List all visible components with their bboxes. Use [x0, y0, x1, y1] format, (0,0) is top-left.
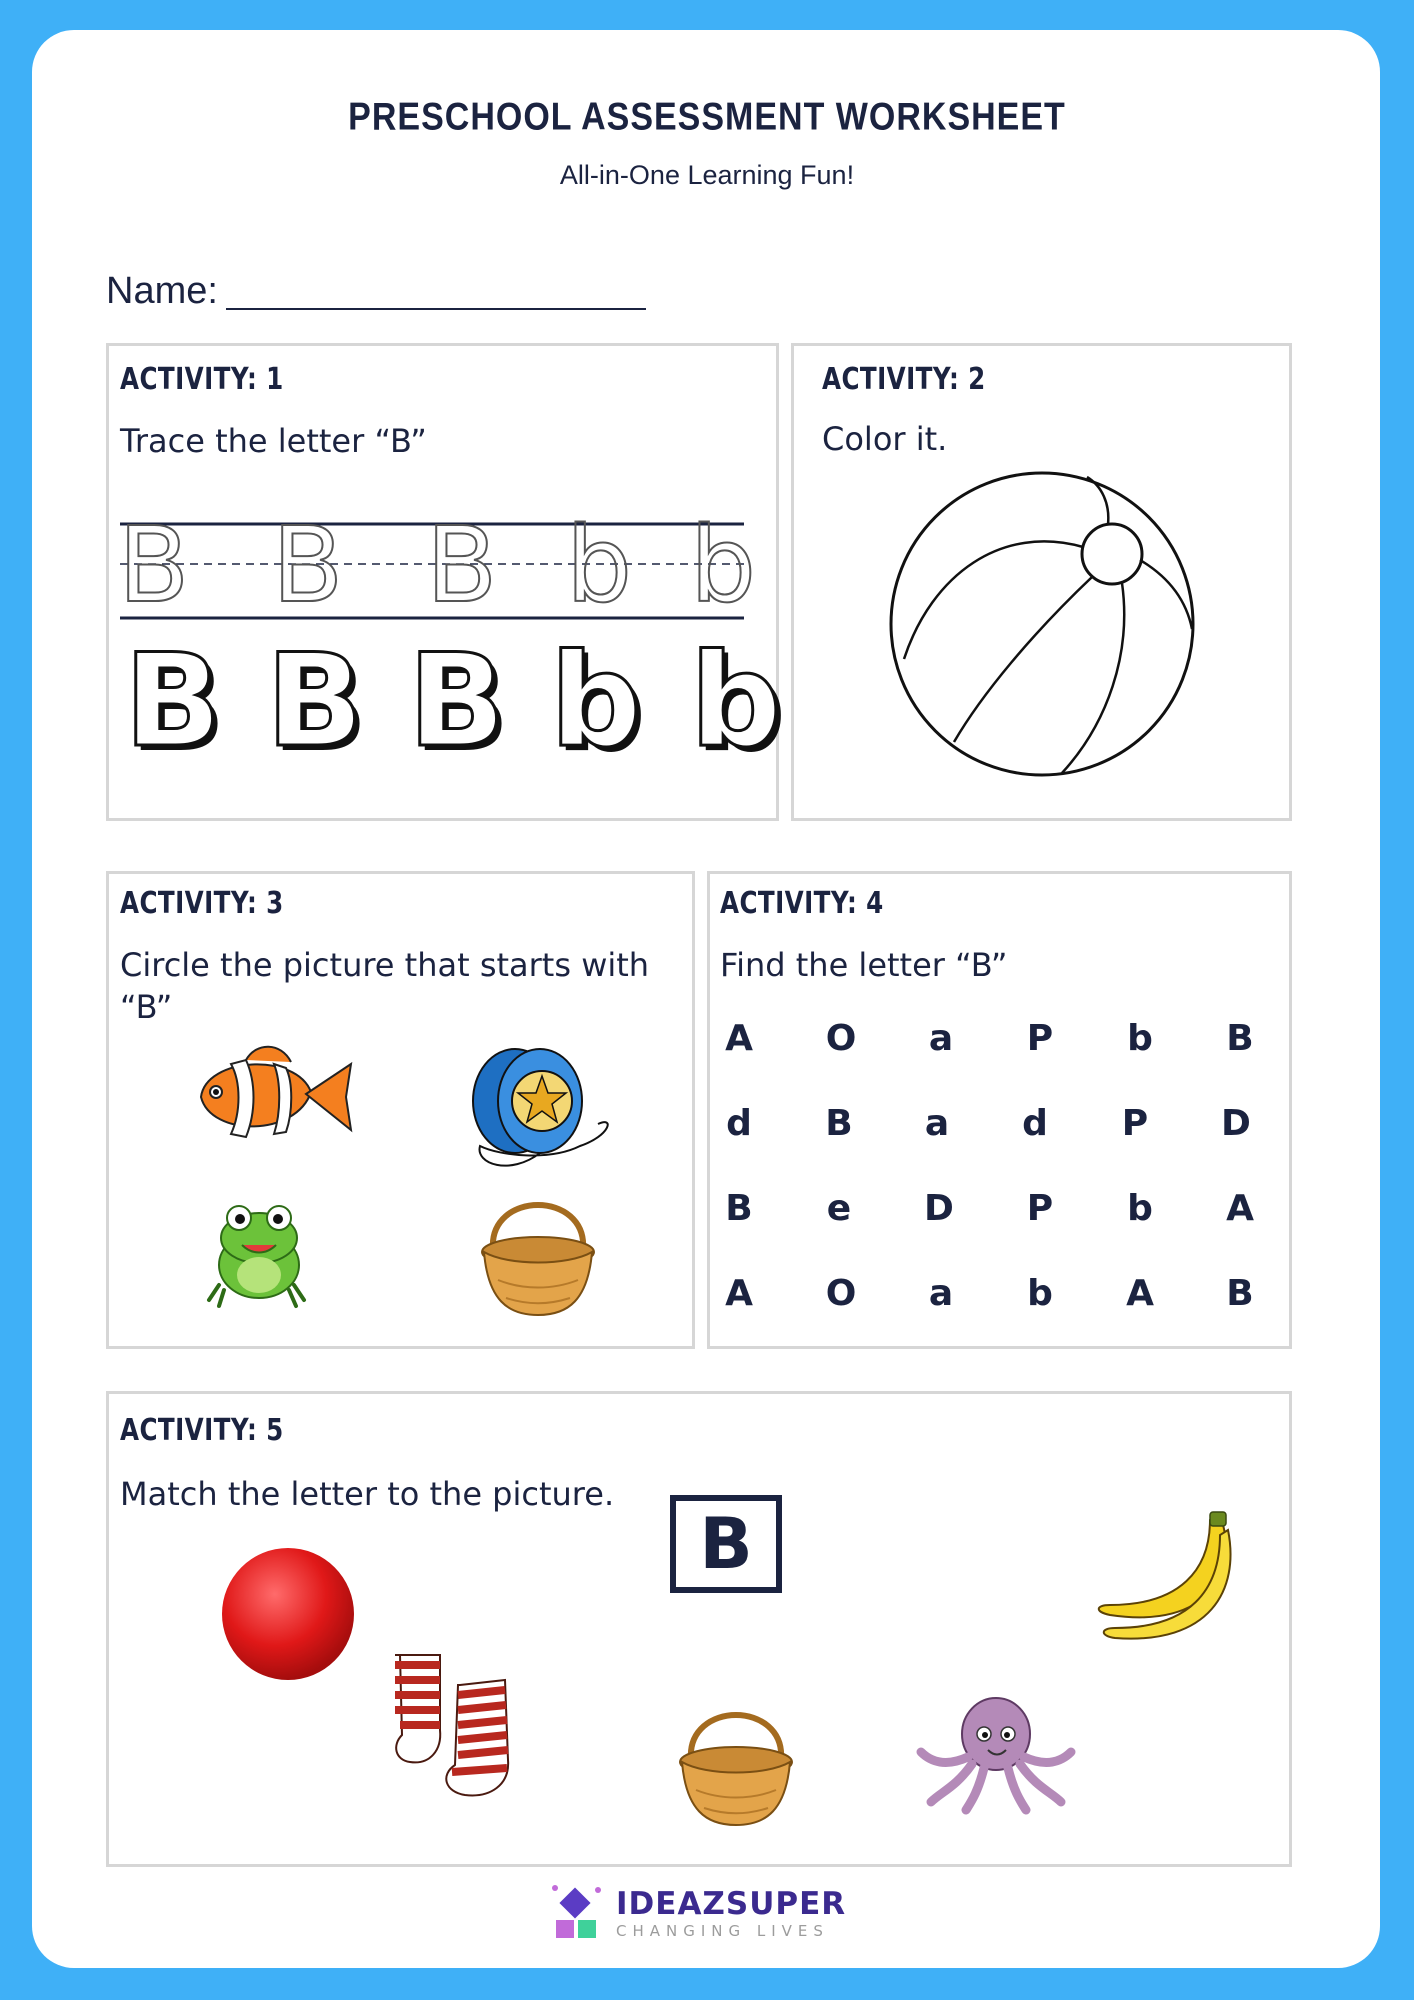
brand-tagline: CHANGING LIVES	[616, 1922, 829, 1940]
grid-letter[interactable]: A	[1126, 1273, 1154, 1314]
brand-name: IDEAZSUPER	[616, 1886, 847, 1922]
grid-letter[interactable]: A	[1226, 1188, 1254, 1229]
grid-letter[interactable]: a	[928, 1273, 954, 1314]
activity-3-title: ACTIVITY: 3	[120, 886, 284, 921]
activity-5-instruction: Match the letter to the picture.	[120, 1475, 615, 1513]
grid-letter[interactable]: D	[924, 1188, 954, 1229]
outline-letter: B	[124, 627, 222, 776]
activity-4-title: ACTIVITY: 4	[720, 886, 884, 921]
grid-letter[interactable]: A	[725, 1018, 753, 1059]
name-field[interactable]	[226, 308, 646, 310]
socks-icon[interactable]	[390, 1650, 530, 1800]
page-title: PRESCHOOL ASSESSMENT WORKSHEET	[348, 95, 1066, 139]
grid-letter[interactable]: a	[928, 1018, 954, 1059]
outline-letter: b	[550, 627, 642, 776]
clownfish-icon[interactable]	[186, 1042, 356, 1152]
grid-letter[interactable]: P	[1026, 1018, 1054, 1059]
grid-letter[interactable]: B	[725, 1188, 753, 1229]
grid-letter[interactable]: A	[725, 1273, 753, 1314]
activity-2-instruction: Color it.	[822, 420, 948, 458]
grid-letter[interactable]: P	[1026, 1188, 1054, 1229]
grid-letter[interactable]: B	[825, 1103, 853, 1144]
trace-letter[interactable]: B	[426, 504, 498, 626]
grid-letter[interactable]: P	[1121, 1103, 1149, 1144]
grid-letter[interactable]: B	[1226, 1018, 1254, 1059]
trace-letter[interactable]: B	[118, 504, 190, 626]
grid-letter[interactable]: O	[825, 1273, 857, 1314]
trace-letter[interactable]: b	[690, 504, 757, 626]
beach-ball-icon[interactable]	[882, 464, 1202, 784]
outline-letter: B	[408, 627, 506, 776]
grid-letter[interactable]: b	[1027, 1273, 1053, 1314]
match-letter-box[interactable]: B	[670, 1495, 782, 1593]
basket-icon[interactable]	[676, 1700, 796, 1830]
yoyo-icon[interactable]	[470, 1046, 620, 1176]
activity-4-panel	[707, 871, 1292, 1349]
grid-letter[interactable]: O	[825, 1018, 857, 1059]
grid-letter[interactable]: D	[1221, 1103, 1251, 1144]
page-subtitle: All-in-One Learning Fun!	[559, 160, 855, 190]
grid-letter[interactable]: B	[1226, 1273, 1254, 1314]
banana-icon[interactable]	[1090, 1510, 1240, 1650]
outline-letter: b	[690, 627, 782, 776]
activity-1-title: ACTIVITY: 1	[120, 362, 284, 397]
basket-icon[interactable]	[478, 1190, 598, 1320]
grid-letter[interactable]: b	[1127, 1188, 1153, 1229]
grid-letter[interactable]: d	[1022, 1103, 1048, 1144]
activity-3-instruction-line2: “B”	[120, 988, 173, 1026]
grid-letter[interactable]: d	[726, 1103, 752, 1144]
grid-letter[interactable]: a	[924, 1103, 950, 1144]
brand-logo-icon	[550, 1882, 610, 1942]
octopus-icon[interactable]	[916, 1692, 1076, 1812]
activity-5-title: ACTIVITY: 5	[120, 1413, 284, 1448]
red-ball-icon[interactable]	[218, 1544, 358, 1684]
grid-letter[interactable]: e	[826, 1188, 852, 1229]
activity-3-instruction-line1: Circle the picture that starts with	[120, 946, 650, 984]
name-label: Name:	[106, 270, 218, 312]
trace-letter[interactable]: B	[272, 504, 344, 626]
activity-1-instruction: Trace the letter “B”	[120, 422, 427, 460]
activity-2-title: ACTIVITY: 2	[822, 362, 986, 397]
grid-letter[interactable]: b	[1127, 1018, 1153, 1059]
trace-letter[interactable]: b	[566, 504, 633, 626]
activity-4-instruction: Find the letter “B”	[720, 946, 1008, 984]
frog-icon[interactable]	[204, 1200, 314, 1310]
outline-letter: B	[266, 627, 364, 776]
